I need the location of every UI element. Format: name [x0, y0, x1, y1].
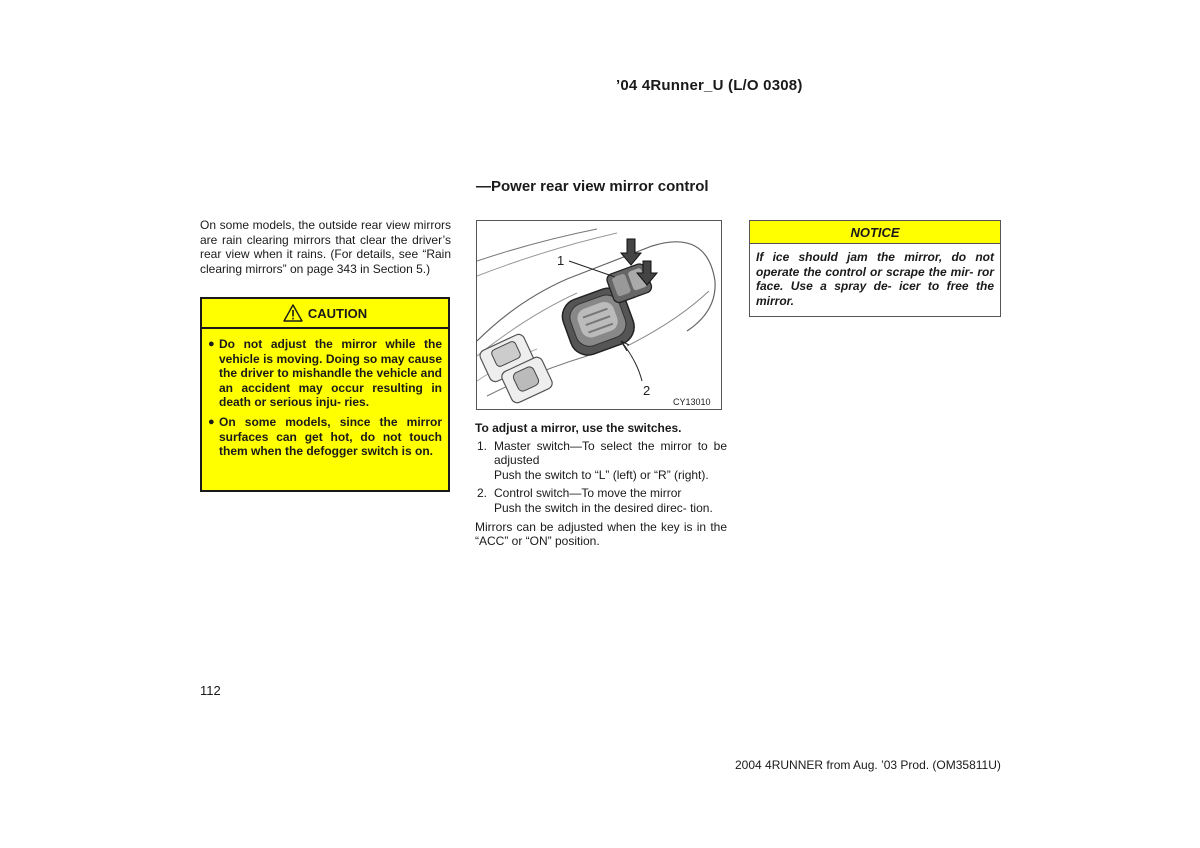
- caution-item: [208, 337, 442, 410]
- intro-paragraph: On some models, the outside rear view mirrors are rain clearing mirrors that clear the driver’s rear view when it rains. (For details, see “Rain clearing mirrors” on page 343 in Section 5.): [200, 218, 451, 276]
- notice-body: If ice should jam the mirror, do not operate the control or scrape the mir- ror face. Use a spray de- icer to free the mirror.: [756, 250, 994, 308]
- notice-box: [749, 220, 1001, 317]
- callout-1: 1: [557, 253, 565, 268]
- step-number: 2.: [477, 486, 488, 501]
- caution-item: [208, 415, 442, 459]
- step-main: Master switch—To select the mirror to be adjusted: [494, 438, 727, 468]
- figure-code: CY13010: [673, 397, 711, 407]
- list-item: [475, 486, 727, 515]
- bullet-icon: ●: [208, 415, 215, 428]
- page-footer: 2004 4RUNNER from Aug. ’03 Prod. (OM35811U): [735, 758, 1001, 772]
- instructions-block: [475, 421, 727, 549]
- bullet-icon: ●: [208, 338, 215, 350]
- caution-header: [202, 299, 448, 329]
- step-text: [494, 486, 727, 515]
- warning-triangle-icon: [283, 304, 303, 322]
- step-text: [494, 439, 727, 483]
- step-main: Control switch—To move the mirror: [494, 486, 682, 501]
- page-header: ’04 4Runner_U (L/O 0308): [616, 77, 803, 94]
- closing-paragraph: Mirrors can be adjusted when the key is in the “ACC” or “ON” position.: [475, 519, 727, 549]
- caution-item-text: On some models, since the mirror surfaces can get hot, do not touch them when the defogger switch is on.: [219, 414, 442, 459]
- page-number: 112: [200, 683, 221, 698]
- notice-header: NOTICE: [750, 221, 1000, 244]
- step-sub: Push the switch to “L” (left) or “R” (right).: [494, 467, 709, 482]
- mirror-switch-illustration: [476, 220, 722, 410]
- callout-2: 2: [643, 383, 651, 398]
- caution-item-text: Do not adjust the mirror while the vehicle is moving. Doing so may cause the driver to mishandle the vehicle and an accident may occur resulting in death or serious inju- ries.: [219, 337, 442, 410]
- caution-box: [200, 297, 450, 492]
- switch-drawing: [477, 221, 721, 409]
- list-item: [475, 439, 727, 483]
- caution-heading: CAUTION: [307, 305, 368, 321]
- step-sub: Push the switch in the desired direc- tion.: [494, 500, 713, 515]
- caution-body: [202, 329, 448, 459]
- section-title: —Power rear view mirror control: [476, 178, 709, 195]
- instructions-lead: To adjust a mirror, use the switches.: [475, 421, 682, 435]
- step-number: 1.: [477, 438, 488, 453]
